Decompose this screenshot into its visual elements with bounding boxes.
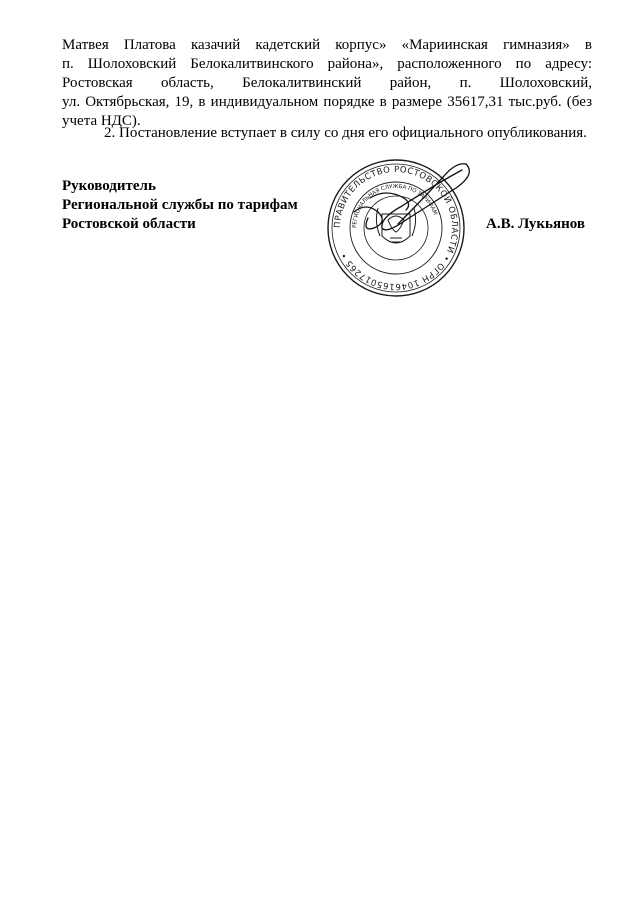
signature-block — [62, 177, 298, 234]
seal-ring-text: ПРАВИТЕЛЬСТВО РОСТОВСКОЙ ОБЛАСТИ • ОГРН 1046165017265 • — [332, 164, 460, 292]
paragraph-line: учета НДС). — [62, 113, 141, 129]
paragraph-line: п. Шолоховский Белокалитвинского района», расположенного по адресу: — [62, 56, 592, 72]
paragraph-line: ул. Октябрьская, 19, в индивидуальном порядке в размере 35617,31 тыс.руб. (без — [62, 94, 592, 110]
paragraph-line: Матвея Платова казачий кадетский корпус» «Мариинская гимназия» в — [62, 37, 592, 53]
signer-title-line: Региональной службы по тарифам — [62, 197, 298, 213]
paragraph-1 — [62, 36, 592, 131]
signer-name: А.В. Лукьянов — [486, 216, 585, 232]
signer-title-line: Руководитель — [62, 178, 156, 194]
signer-title-line: Ростовской области — [62, 216, 196, 232]
paragraph-line: Ростовская область, Белокалитвинский район, п. Шолоховский, — [62, 75, 592, 91]
paragraph-2: 2. Постановление вступает в силу со дня его официального опубликования. — [104, 125, 587, 141]
seal-inner-text: РЕГИОНАЛЬНАЯ СЛУЖБА ПО ТАРИФАМ — [351, 183, 438, 229]
official-seal-stamp — [316, 158, 476, 298]
svg-text:ПРАВИТЕЛЬСТВО РОСТОВСКОЙ ОБЛАС — [333, 165, 459, 291]
